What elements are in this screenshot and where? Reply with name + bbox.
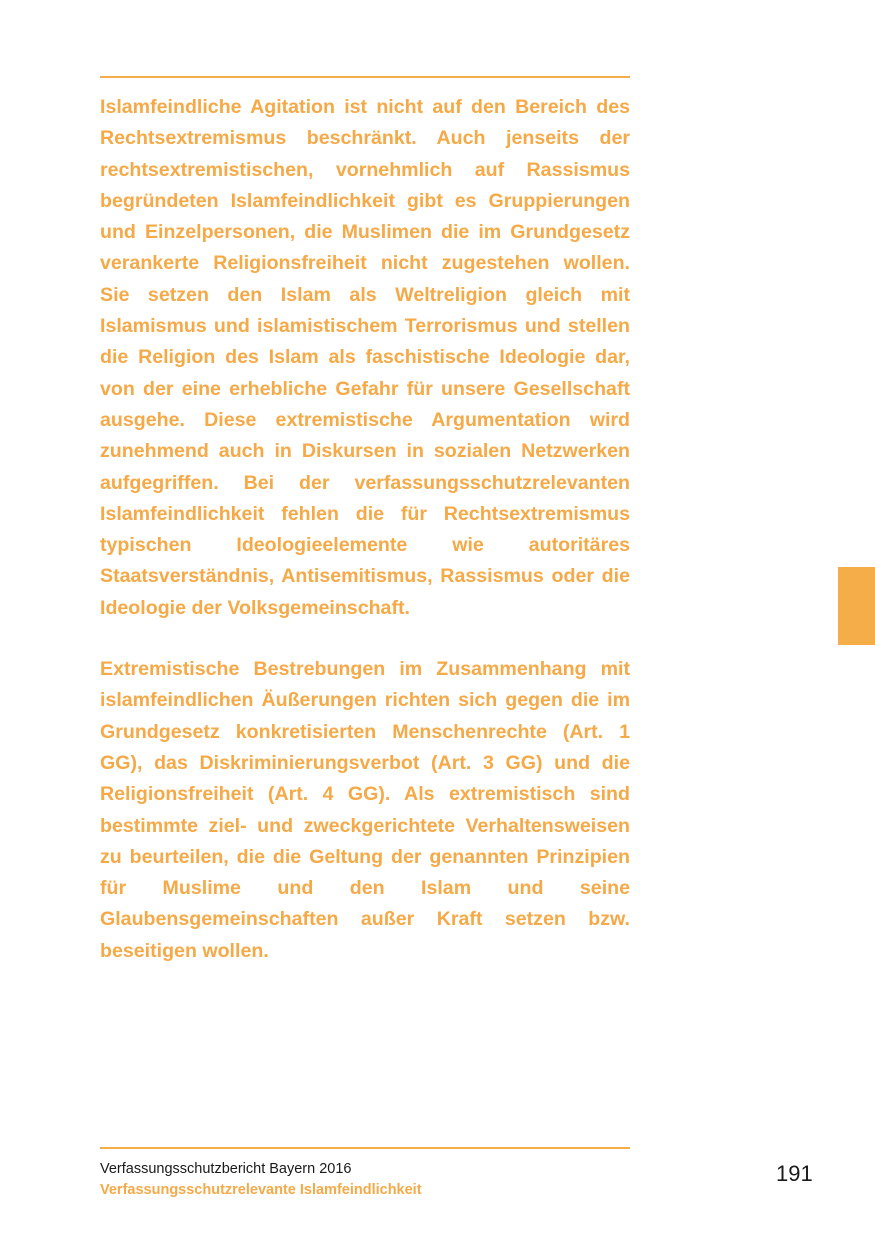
footer-subtitle: Verfassungsschutzrelevante Islamfeindlichkeit <box>100 1182 422 1198</box>
bottom-divider <box>100 1147 630 1149</box>
footer-title: Verfassungsschutzbericht Bayern 2016 <box>100 1161 352 1177</box>
chapter-tab-marker <box>838 567 875 645</box>
paragraph-1: Islamfeindliche Agitation ist nicht auf den Bereich des Rechtsextremismus beschränkt. Auch jenseits der rechtsextremistischen, vornehmlich auf Rassismus begründeten Islamfeindlichkeit gibt es Gruppierungen und Einzelpersonen, die Muslimen die im Grundgesetz verankerte Religionsfreiheit nicht zugestehen wollen. Sie setzen den Islam als Weltreligion gleich mit Islamismus und islamistischem Terrorismus und stellen die Religion des Islam als faschistische Ideologie dar, von der eine erhebliche Gefahr für unsere Gesellschaft ausgehe. Diese extremistische Argumentation wird zunehmend auch in Diskursen in sozialen Netzwerken aufgegriffen. Bei der verfassungsschutzrelevanten Islamfeindlichkeit fehlen die für Rechtsextremismus typischen Ideologieelemente wie autoritäres Staatsverständnis, Antisemitismus, Rassismus oder die Ideologie der Volksgemeinschaft. <box>100 96 630 619</box>
body-text <box>100 92 630 967</box>
top-divider <box>100 76 630 78</box>
page-number: 191 <box>776 1161 813 1186</box>
paragraph-2: Extremistische Bestrebungen im Zusammenhang mit islamfeindlichen Äußerungen richten sich gegen die im Grundgesetz konkretisierten Menschenrechte (Art. 1 GG), das Diskriminierungsverbot (Art. 3 GG) und die Religionsfreiheit (Art. 4 GG). Als extremistisch sind bestimmte ziel- und zweckgerichtete Verhaltensweisen zu beurteilen, die die Geltung der genannten Prinzipien für Muslime und den Islam und seine Glaubensgemeinschaften außer Kraft setzen bzw. beseitigen wollen. <box>100 658 630 962</box>
